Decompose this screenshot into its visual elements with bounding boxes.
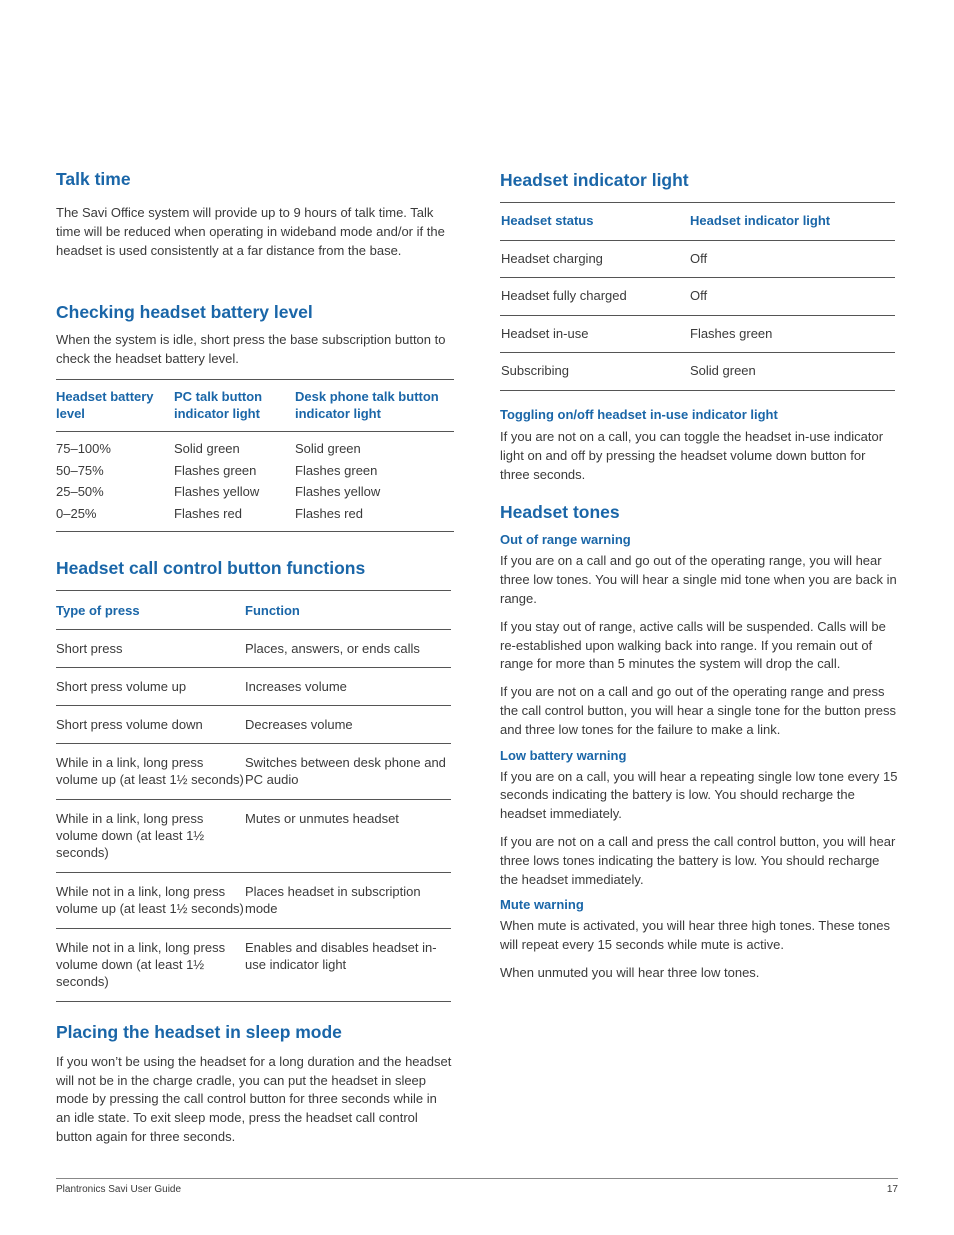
table-row [56, 743, 451, 799]
indicator-table [500, 202, 895, 391]
table-row [500, 315, 895, 353]
table-cell: Decreases volume [245, 705, 451, 743]
table-cell: Flashes red [295, 506, 363, 522]
table-cell: Headset charging [500, 240, 689, 278]
talk-time-body: The Savi Office system will provide up to 9 hours of talk time. Talk time will be reduced when operating in wideband mode and/or if the headset is used consistently at a far distance from the base. [56, 205, 445, 258]
table-cell: Flashes green [689, 315, 895, 353]
table-cell: Flashes green [174, 462, 257, 478]
table-row [56, 705, 451, 743]
tones-heading: Headset tones [500, 502, 620, 523]
right-column [500, 169, 898, 983]
table-cell: Increases volume [245, 667, 451, 705]
table-cell: 0–25% [56, 506, 97, 522]
mute-warning-paragraph-1: When mute is activated, you will hear three high tones. These tones will repeat every 15 seconds while mute is active. [500, 918, 890, 953]
out-of-range-paragraph-2: If you stay out of range, active calls will be suspended. Calls will be re-established upon walking back into range. If you remain out of range for more than 5 minutes the system will drop the call. [500, 618, 886, 672]
table-cell: While not in a link, long press volume down (at least 1½ seconds) [56, 928, 245, 1001]
table-row [56, 481, 454, 503]
table-cell: Short press volume up [56, 667, 245, 705]
out-of-range-paragraph-3: If you are not on a call and go out of the operating range and press the call control button, you will hear a single tone for the button press and three low tones for the failure to make a link. [500, 684, 897, 737]
low-battery-paragraph-2: If you are not on a call and press the call control button, you will hear three lows tones indicating the battery is low. You should recharge the headset immediately. [500, 833, 896, 887]
table-cell: Off [689, 278, 895, 316]
footer-title: Plantronics Savi User Guide [56, 1184, 182, 1195]
low-battery-heading: Low battery warning [500, 747, 627, 763]
sleep-mode-heading: Placing the headset in sleep mode [56, 1021, 342, 1042]
table-cell: Short press volume down [56, 705, 245, 743]
table-cell: While in a link, long press volume up (at least 1½ seconds) [56, 743, 245, 799]
sleep-mode-body: If you won’t be using the headset for a long duration and the headset will not be in the charge cradle, you can put the headset in sleep mode by pressing the call control button for three seconds while in an idle state. To exit sleep mode, press the headset call control button again for three seconds. [56, 1053, 452, 1144]
table-cell: Flashes red [174, 506, 242, 522]
table-cell: Headset in-use [500, 315, 689, 353]
table-row [56, 629, 451, 667]
table-cell: Off [689, 240, 895, 278]
table-row [56, 799, 451, 872]
battery-col-header: Desk phone talk button indicator light [295, 379, 454, 431]
table-row [56, 667, 451, 705]
battery-table [56, 379, 454, 532]
table-cell: Solid green [174, 440, 240, 456]
footer-divider [56, 1178, 898, 1179]
call-control-col-header: Type of press [56, 590, 245, 629]
table-row [500, 278, 895, 316]
mute-warning-paragraph-2: When unmuted you will hear three low tones. [500, 964, 760, 980]
table-row [56, 928, 451, 1001]
table-cell: Flashes green [295, 462, 378, 478]
mute-warning-heading: Mute warning [500, 897, 584, 913]
table-cell: 75–100% [56, 440, 111, 456]
indicator-col-header: Headset status [500, 203, 689, 241]
talk-time-heading: Talk time [56, 169, 131, 189]
toggle-indicator-body: If you are not on a call, you can toggle the headset in-use indicator light on and off by pressing the headset volume down button for three seconds. [500, 428, 884, 482]
battery-table-header [56, 379, 454, 431]
table-cell: Solid green [689, 353, 895, 391]
indicator-heading: Headset indicator light [500, 170, 689, 190]
table-row [56, 431, 454, 459]
left-column [56, 168, 454, 1147]
toggle-indicator-heading: Toggling on/off headset in-use indicator light [500, 406, 778, 422]
call-control-table-header [56, 590, 451, 629]
call-control-col-header: Function [245, 590, 451, 629]
table-cell: Enables and disables headset in-use indicator light [245, 928, 451, 1001]
table-cell: Switches between desk phone and PC audio [245, 743, 451, 799]
table-cell: 25–50% [56, 484, 104, 500]
table-cell: Mutes or unmutes headset [245, 799, 451, 872]
battery-heading: Checking headset battery level [56, 302, 313, 323]
battery-body: When the system is idle, short press the base subscription button to check the headset battery level. [56, 332, 446, 367]
call-control-table [56, 590, 451, 1002]
table-cell: Subscribing [500, 353, 689, 391]
table-cell: Short press [56, 629, 245, 667]
table-cell: Headset fully charged [500, 278, 689, 316]
table-cell: 50–75% [56, 462, 104, 478]
table-cell: Flashes yellow [295, 484, 381, 500]
table-cell: Places headset in subscription mode [245, 872, 451, 928]
battery-col-header: PC talk button indicator light [174, 379, 295, 431]
table-cell: While in a link, long press volume down (at least 1½ seconds) [56, 799, 245, 872]
table-row [500, 240, 895, 278]
battery-col-header: Headset battery level [56, 379, 174, 431]
table-row [56, 872, 451, 928]
page-number: 17 [886, 1184, 898, 1195]
table-row [56, 460, 454, 482]
indicator-col-header: Headset indicator light [689, 203, 895, 241]
out-of-range-paragraph-1: If you are on a call and go out of the operating range, you will hear three low tones. You will hear a single mid tone when you are back in range. [500, 553, 897, 606]
indicator-table-header [500, 203, 895, 241]
table-row [56, 503, 454, 531]
call-control-heading: Headset call control button functions [56, 557, 366, 578]
low-battery-paragraph-1: If you are on a call, you will hear a repeating single low tone every 15 seconds indicating the battery is low. You should recharge the headset immediately. [500, 768, 898, 822]
table-cell: While not in a link, long press volume up (at least 1½ seconds) [56, 872, 245, 928]
table-cell: Places, answers, or ends calls [245, 629, 451, 667]
table-row [500, 353, 895, 391]
table-cell: Flashes yellow [174, 484, 260, 500]
out-of-range-heading: Out of range warning [500, 532, 631, 548]
table-cell: Solid green [295, 440, 361, 456]
